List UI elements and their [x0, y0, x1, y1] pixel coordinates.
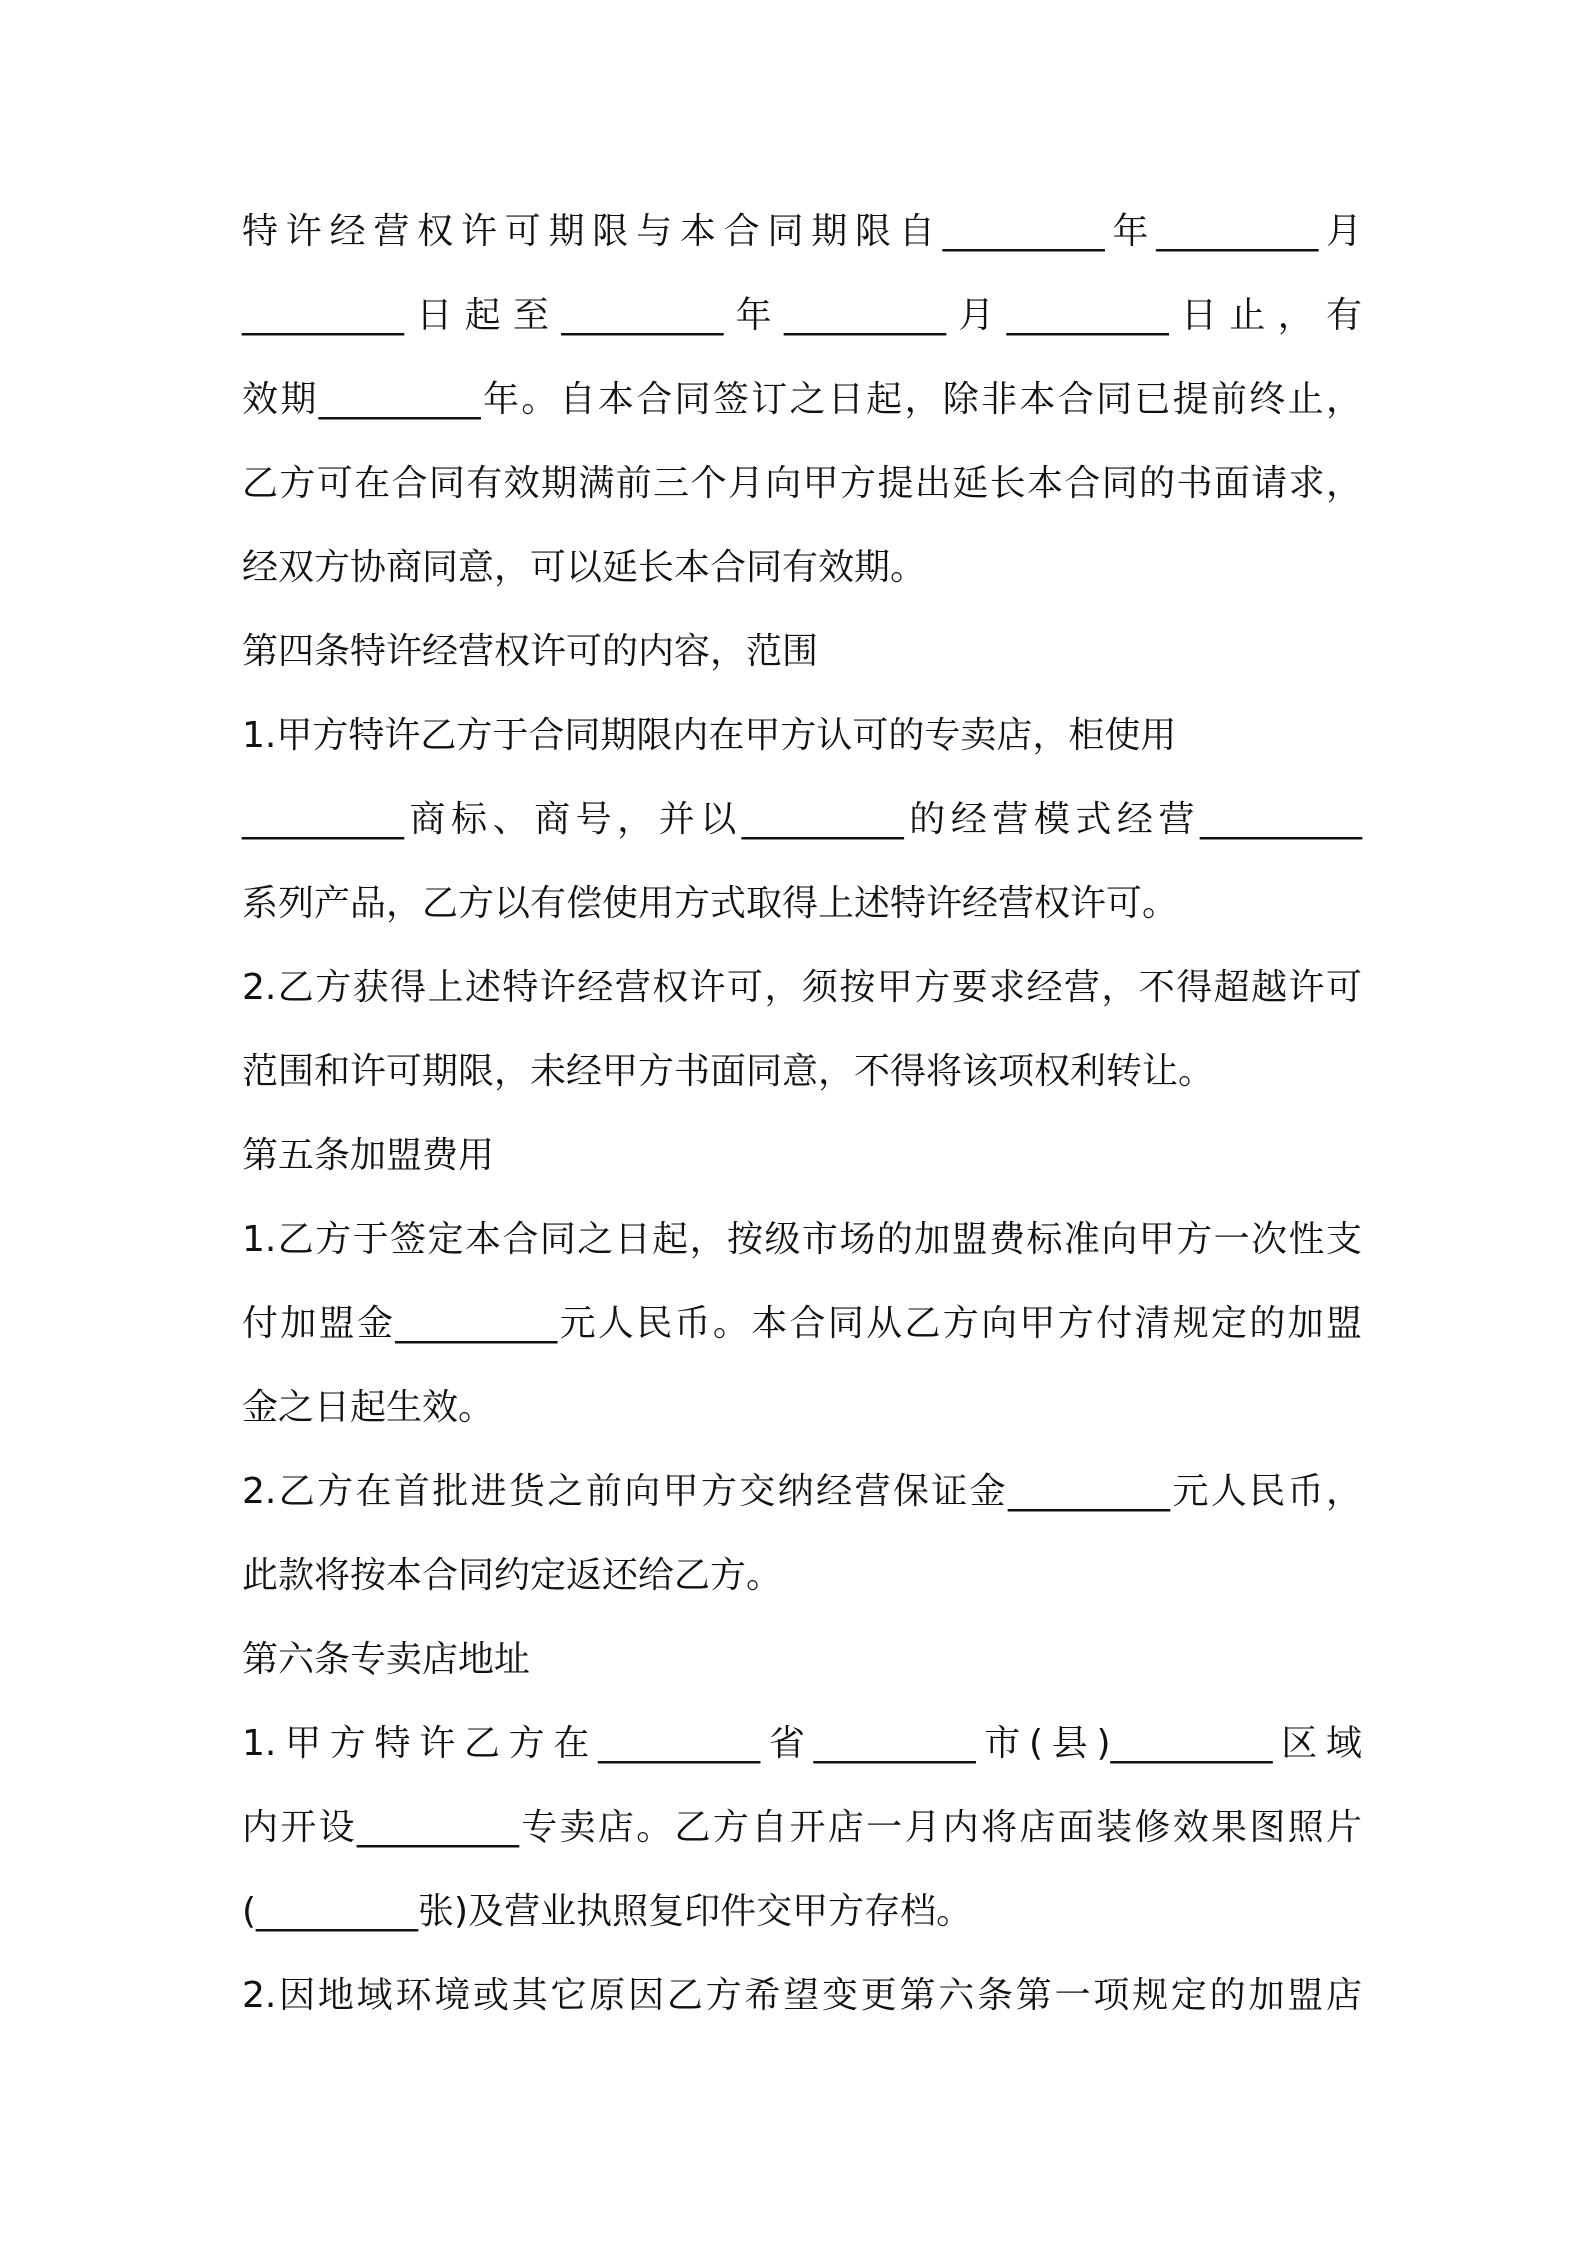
text-line-15: 金之日起生效。 [242, 1387, 495, 1428]
text-line-14: 付加盟金_________元人民币。本合同从乙方向甲方付清规定的加盟 [242, 1303, 1362, 1344]
text-line-2: _________日起至_________年_________月_________日止，有 [242, 295, 1362, 336]
text-line-3: 效期_________年。自本合同签订之日起，除非本合同已提前终止， [242, 379, 1362, 420]
article-heading-5: 第五条加盟费用 [242, 1135, 495, 1176]
text-line-8: _________商标、商号，并以_________的经营模式经营_________ [242, 799, 1362, 840]
text-line-7: 1.甲方特许乙方于合同期限内在甲方认可的专卖店，柜使用 [242, 715, 1177, 756]
text-line-17: 此款将按本合同约定返还给乙方。 [242, 1555, 783, 1596]
text-line-1: 特许经营权许可期限与本合同期限自_________年_________月 [242, 211, 1362, 252]
text-line-16: 2.乙方在首批进货之前向甲方交纳经营保证金_________元人民币， [242, 1471, 1362, 1512]
text-line-22: 2.因地域环境或其它原因乙方希望变更第六条第一项规定的加盟店 [242, 1975, 1362, 2016]
document-body [242, 190, 1362, 2038]
article-heading-4: 第四条特许经营权许可的内容，范围 [242, 631, 819, 672]
text-line-19: 1.甲方特许乙方在_________省_________市(县)_________区域 [242, 1723, 1362, 1764]
text-line-4: 乙方可在合同有效期满前三个月向甲方提出延长本合同的书面请求， [242, 463, 1362, 504]
article-heading-6: 第六条专卖店地址 [242, 1639, 531, 1680]
text-line-13: 1.乙方于签定本合同之日起，按级市场的加盟费标准向甲方一次性支 [242, 1219, 1362, 1260]
text-line-21: (_________张)及营业执照复印件交甲方存档。 [242, 1891, 973, 1932]
text-line-5: 经双方协商同意，可以延长本合同有效期。 [242, 547, 927, 588]
text-line-11: 范围和许可期限，未经甲方书面同意，不得将该项权利转让。 [242, 1051, 1215, 1092]
text-line-20: 内开设_________专卖店。乙方自开店一月内将店面装修效果图照片 [242, 1807, 1362, 1848]
text-line-9: 系列产品，乙方以有偿使用方式取得上述特许经营权许可。 [242, 883, 1179, 924]
text-line-10: 2.乙方获得上述特许经营权许可，须按甲方要求经营，不得超越许可 [242, 967, 1362, 1008]
